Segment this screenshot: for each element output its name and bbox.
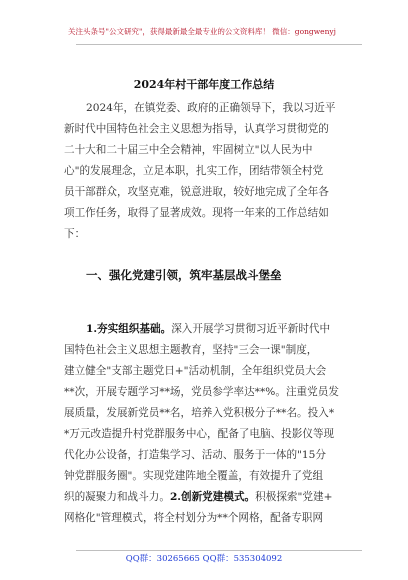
intro-line: 二十大和二十届三中全会精神，牢固树立"以人民为中 [64,144,313,156]
body-line [64,319,339,340]
section-heading: 一、强化党建引领，筑牢基层战斗堡垒 [86,268,282,282]
intro-line: 员干部群众，攻坚克难，锐意进取，较好地完成了全年各 [64,186,329,198]
intro-line: 2024年，在镇党委、政府的正确领导下，我以习近平 [86,102,336,114]
intro-line: 新时代中国特色社会主义思想为指导，认真学习贯彻党的 [64,123,329,135]
item-text: 积极探索"党建+ [255,491,333,503]
header-note: 关注头条号"公文研究"，获得最新最全最专业的公文资料库！ 微信：gongwenyj [68,27,336,36]
footer-qq-groups: QQ群：30265665 QQ群：535304092 [125,554,283,564]
intro-line: 下： [64,228,86,240]
body-line [64,487,339,508]
body-line: 钟党群服务圈"。实现党建阵地全覆盖，有效提升了党组 [64,470,324,482]
section-body [64,319,339,529]
body-line: 国特色社会主义思想主题教育，坚持"三会一课"制度， [64,344,318,356]
body-line: **次，开展专题学习**场，党员参学率达**%。注重党员发 [64,386,339,398]
item-title: 2.创新党建模式。 [169,491,256,503]
intro-paragraph [64,98,335,245]
header-divider [76,44,362,45]
item-text: 织的凝聚力和战斗力。 [64,491,170,503]
body-line: 建立健全"支部主题党日+"活动机制，全年组织党员大会 [64,365,327,377]
intro-line: 项工作任务，取得了显著成效。现将一年来的工作总结如 [64,207,329,219]
body-line: 展质量，发展新党员**名，培养入党积极分子**名。投入* [64,407,335,419]
item-text: 深入开展学习贯彻习近平新时代中 [171,323,331,335]
footer-divider [76,550,362,551]
item-title: 1.夯实组织基础。 [86,323,172,335]
document-title: 2024年村干部年度工作总结 [133,78,275,91]
body-line: 代化办公设备，打造集学习、活动、服务于一体的"15分 [64,449,327,461]
body-line: *万元改造提升村党群服务中心，配备了电脑、投影仪等现 [64,428,335,440]
body-line: 网格化"管理模式，将全村划分为**个网格，配备专职网 [64,512,324,524]
intro-line: 心"的发展理念，立足本职，扎实工作，团结带领全村党 [64,165,324,177]
